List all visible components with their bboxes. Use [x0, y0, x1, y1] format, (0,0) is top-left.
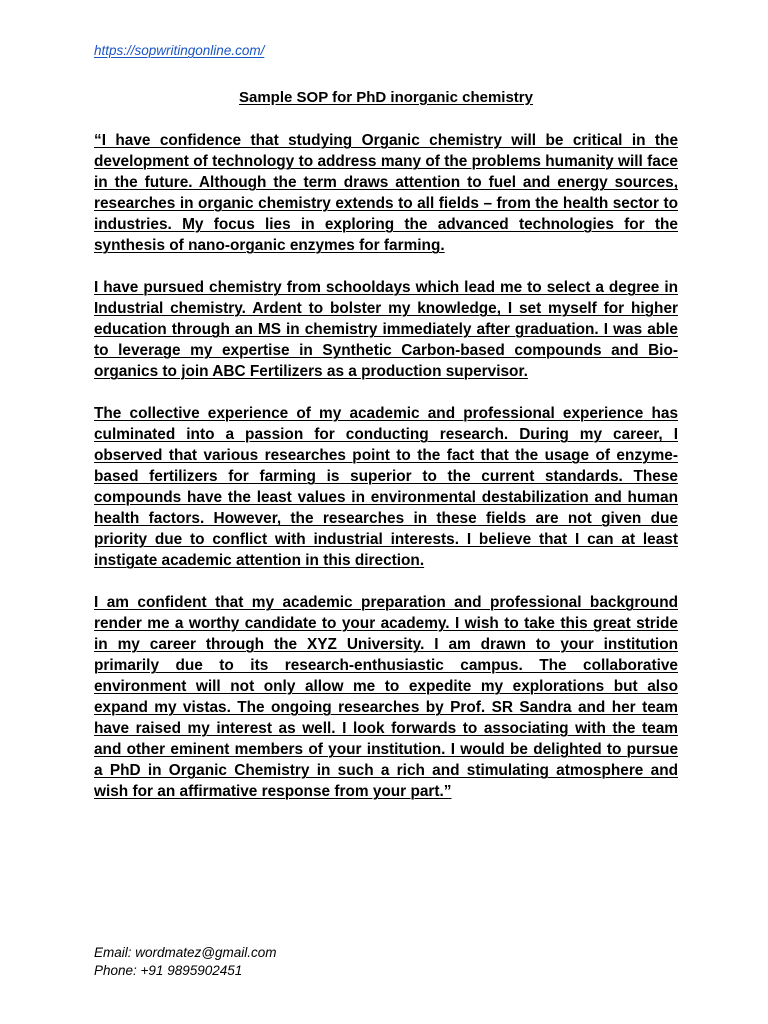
paragraph-conclusion: I am confident that my academic preparation and professional background render me a worthy candidate to your academy. I wish to take this great stride in my career through the XYZ University. I am drawn to your institution primarily due to its research-enthusiastic campus. The collaborative environment will not only allow me to expedite my explorations but also expand my vistas. The ongoing researches by Prof. SR Sandra and her team have raised my interest as well. I look forwards to associating with the team and other eminent members of your institution. I would be delighted to pursue a PhD in Organic Chemistry in such a rich and stimulating atmosphere and wish for an affirmative response from your part.” — [94, 594, 678, 800]
contact-footer — [94, 944, 277, 980]
document-title: Sample SOP for PhD inorganic chemistry — [239, 89, 533, 106]
document-body — [94, 130, 678, 823]
contact-phone: Phone: +91 9895902451 — [94, 963, 243, 978]
contact-email: Email: wordmatez@gmail.com — [94, 945, 277, 960]
paragraph-background: I have pursued chemistry from schooldays which lead me to select a degree in Industrial chemistry. Ardent to bolster my knowledge, I set myself for higher education through an MS in chemistry immediately after graduation. I was able to leverage my expertise in Synthetic Carbon-based compounds and Bio-organics to join ABC Fertilizers as a production supervisor. — [94, 279, 678, 380]
website-link[interactable]: https://sopwritingonline.com/ — [94, 43, 265, 58]
paragraph-research-interest: The collective experience of my academic and professional experience has culminated into a passion for conducting research. During my career, I observed that various researches point to the fact that the usage of enzyme-based fertilizers for farming is superior to the current standards. These compounds have the least values in environmental destabilization and human health factors. However, the researches in these fields are not given due priority due to conflict with industrial interests. I believe that I can at least instigate academic attention in this direction. — [94, 405, 678, 569]
paragraph-intro: “I have confidence that studying Organic chemistry will be critical in the development of technology to address many of the problems humanity will face in the future. Although the term draws attention to fuel and energy sources, researches in organic chemistry extends to all fields – from the health sector to industries. My focus lies in exploring the advanced technologies for the synthesis of nano-organic enzymes for farming. — [94, 132, 678, 254]
